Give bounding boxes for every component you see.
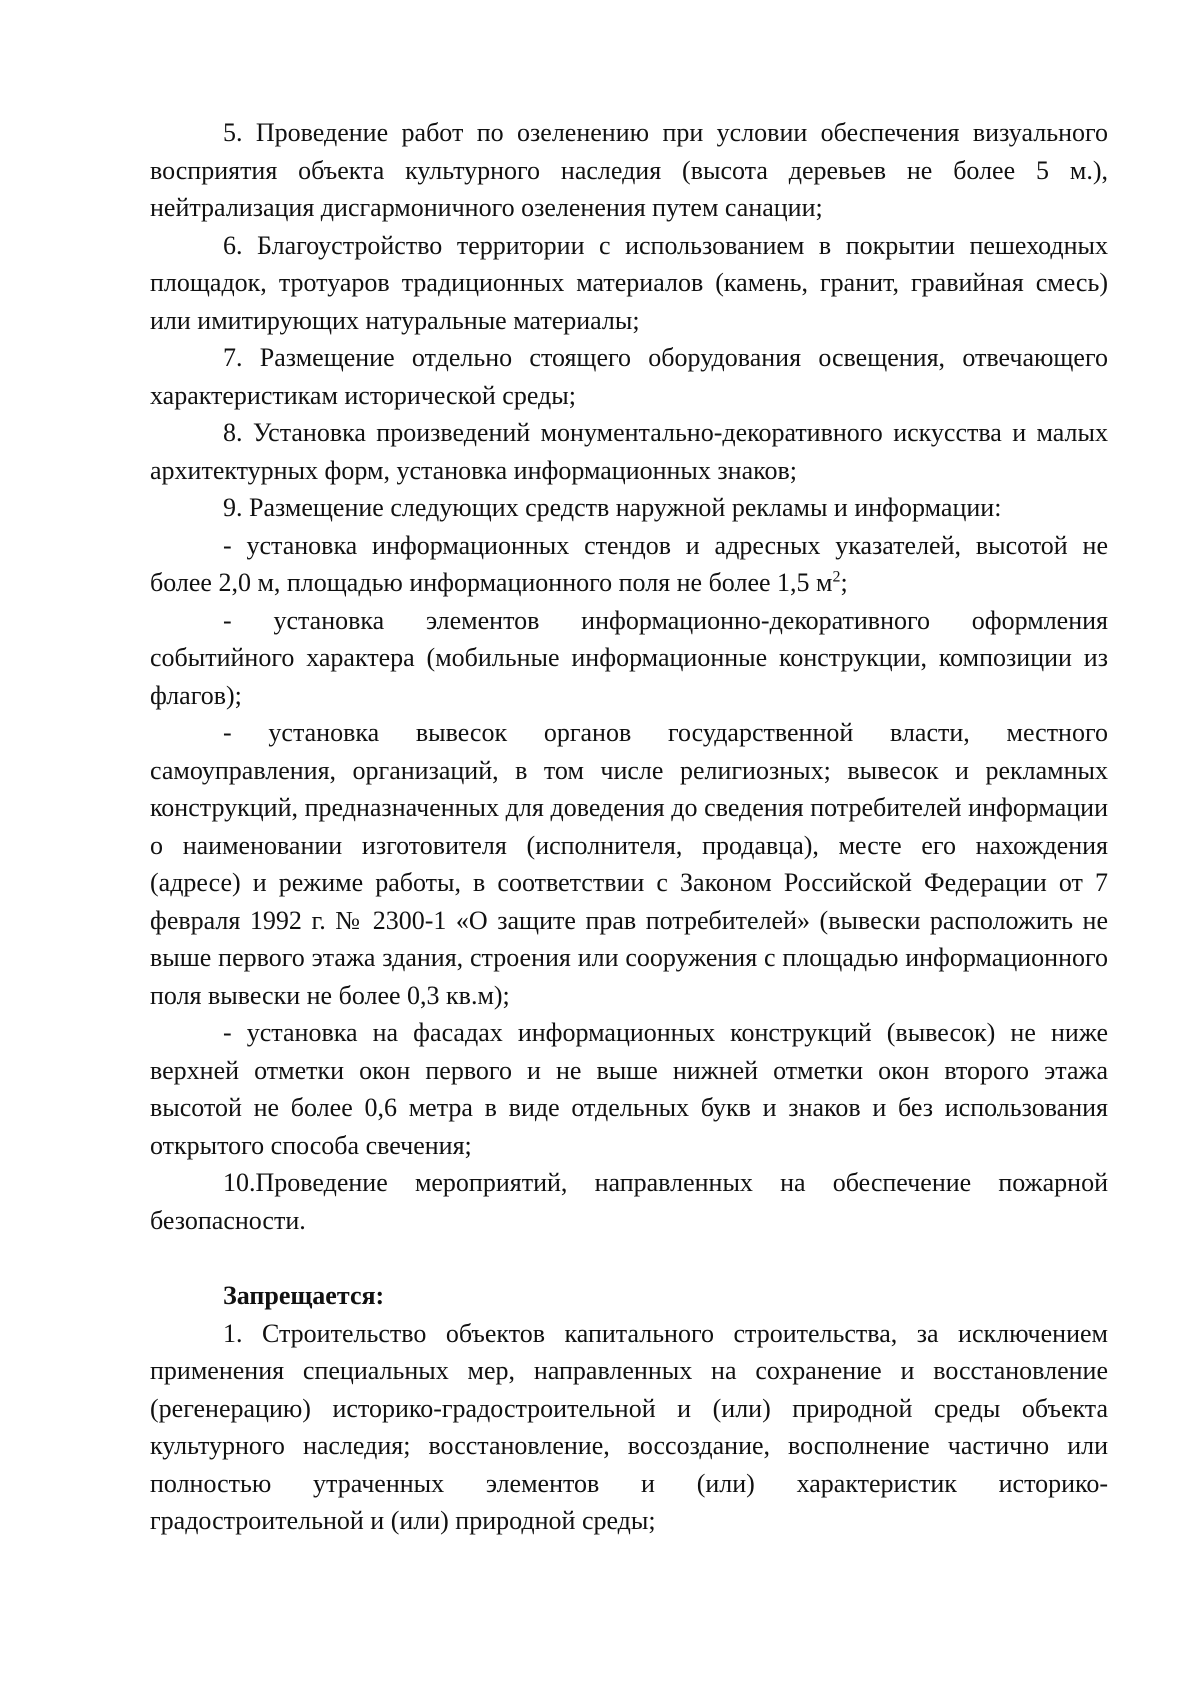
prohibited-heading: Запрещается: [223,1281,385,1310]
paragraph-item-8: 8. Установка произведений монументально-декоративного искусства и малых архитектурных форм, установка информационных знаков; [150,418,1108,485]
sub-item-info-stands-tail: ; [840,568,848,597]
section-spacer [150,1239,1108,1277]
sub-item-facade-signs: - установка на фасадах информационных конструкций (вывесок) не ниже верхней отметки окон первого и не выше нижней отметки окон второго этажа высотой не более 0,6 метра в виде отдельных букв и знаков и без использования открытого способа свечения; [150,1018,1108,1160]
sub-item-info-stands-text: - установка информационных стендов и адресных указателей, высотой не более 2,0 м, площадью информационного поля не более 1,5 м [150,530,1108,597]
paragraph-item-9: 9. Размещение следующих средств наружной рекламы и информации: [223,493,1002,522]
paragraph-item-6: 6. Благоустройство территории с использованием в покрытии пешеходных площадок, тротуаров традиционных материалов (камень, гранит, гравийная смесь) или имитирующих натуральные материалы; [150,230,1108,335]
prohibited-item-1: 1. Строительство объектов капитального строительства, за исключением применения специальных мер, направленных на сохранение и восстановление (регенерацию) историко-градостроительной и (или) природной среды объекта культурного наследия; восстановление, воссоздание, восполнение частично или полностью утраченных элементов и (или) характеристик историко-градостроительной и (или) природной среды; [150,1318,1108,1535]
document-page [150,114,1108,1540]
superscript-square: 2 [832,568,841,586]
paragraph-item-7: 7. Размещение отдельно стоящего оборудования освещения, отвечающего характеристикам исторической среды; [150,343,1108,410]
paragraph-item-5: 5. Проведение работ по озеленению при условии обеспечения визуального восприятия объекта культурного наследия (высота деревьев не более 5 м.), нейтрализация дисгармоничного озеленения путем санации; [150,118,1108,222]
sub-item-decorative: - установка элементов информационно-декоративного оформления событийного характера (мобильные информационные конструкции, композиции из флагов); [150,605,1108,710]
paragraph-item-10: 10.Проведение мероприятий, направленных на обеспечение пожарной безопасности. [150,1168,1108,1235]
sub-item-signboards: - установка вывесок органов государственной власти, местного самоуправления, организаций, в том числе религиозных; вывесок и рекламных конструкций, предназначенных для доведения до сведения потребителей информации о наименовании изготовителя (исполнителя, продавца), месте его нахождения (адресе) и режиме работы, в соответствии с Законом Российской Федерации от 7 февраля 1992 г. № 2300-1 «О защите прав потребителей» (вывески расположить не выше первого этажа здания, строения или сооружения с площадью информационного поля вывески не более 0,3 кв.м); [150,718,1108,1010]
sub-item-info-stands [150,527,1108,602]
